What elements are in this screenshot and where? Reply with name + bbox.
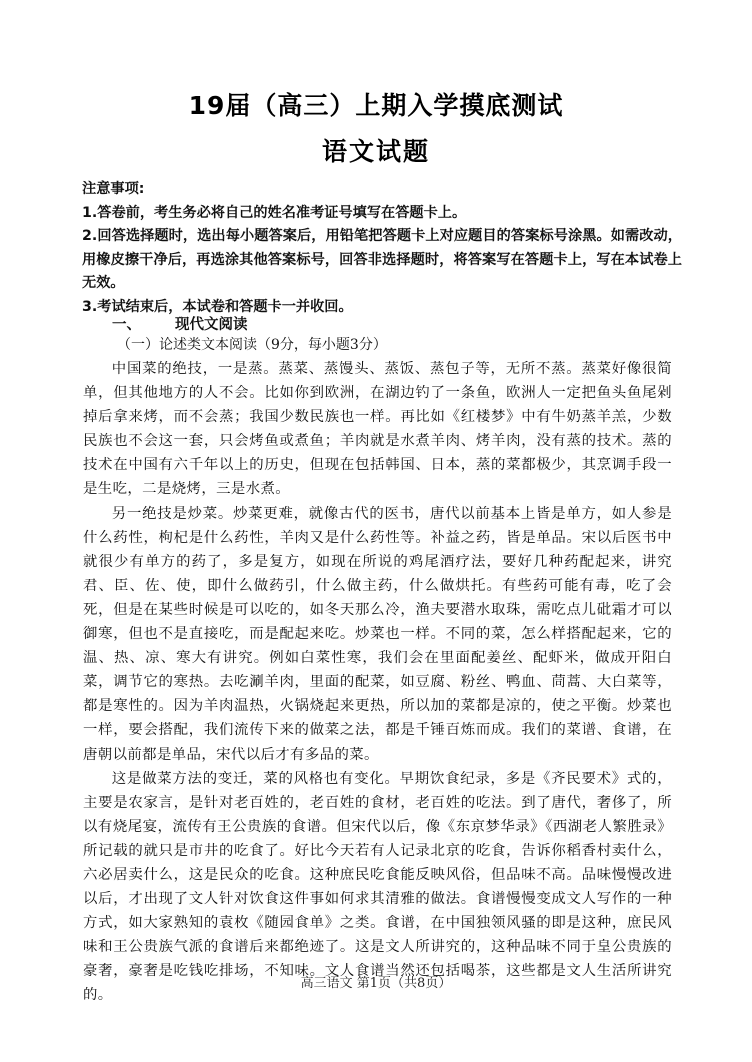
- passage-paragraph: 中国菜的绝技，一是蒸。蒸菜、蒸馒头、蒸饭、蒸包子等，无所不蒸。蒸菜好像很简单，但其他地方的人不会。比如你到欧洲，在湖边钓了一条鱼，欧洲人一定把鱼头鱼尾剁掉后拿来烤，而不会蒸；我国少数民族也一样。再比如《红楼梦》中有牛奶蒸羊羔，少数民族也不会这一套，只会烤鱼或煮鱼；羊肉就是水煮羊肉、烤羊肉，没有蒸的技术。蒸的技术在中国有六千年以上的历史，但现在包括韩国、日本，蒸的菜都极少，其烹调手段一是生吃，二是烧烤，三是水煮。: [83, 361, 672, 498]
- passage-paragraph: 这是做菜方法的变迁，菜的风格也有变化。早期饮食纪录，多是《齐民要术》式的，主要是农家言，是针对老百姓的，老百姓的食材，老百姓的吃法。到了唐代，奢侈了，所以有烧尾宴，流传有王公贵族的食谱。但宋代以后，像《东京梦华录》《西湖老人繁胜录》所记载的就只是市井的吃食了。好比今天若有人记录北京的吃食，告诉你稻香村卖什么，六必居卖什么，这是民众的吃食。这种庶民吃食能反映风俗，但品味不高。品味慢慢改进以后，才出现了文人针对饮食这件事如何求其清雅的做法。食谱慢慢变成文人写作的一种方式，如大家熟知的袁枚《随园食单》之类。食谱，在中国独领风骚的即是这种，庶民风味和王公贵族气派的食谱后来都绝迹了。这是文人所讲究的，这种品味不同于皇公贵族的豪奢，豪奢是吃钱吃排场，不知味。文人食谱当然还包括喝茶，这些都是文人生活所讲究的。: [83, 770, 672, 1004]
- page-footer: 高三语文 第1页（共8页）: [300, 976, 452, 991]
- subsection-heading: （一）论述类文本阅读（9分，每小题3分）: [117, 337, 387, 353]
- section-number: 一、: [112, 317, 141, 333]
- passage-paragraph: 另一绝技是炒菜。炒菜更难，就像古代的医书，唐代以前基本上皆是单方，如人参是什么药性，枸杞是什么药性，羊肉又是什么药性等。补益之药，皆是单品。宋以后医书中就很少有单方的药了，多是复方，如现在所说的鸡尾酒疗法，要好几种药配起来，讲究君、臣、佐、使，即什么做药引，什么做主药，什么做烘托。有些药可能有毒，吃了会死，但是在某些时候是可以吃的，如冬天那么冷，渔夫要潜水取珠，需吃点儿砒霜才可以御寒，但也不是直接吃，而是配起来吃。炒菜也一样。不同的菜，怎么样搭配起来，它的温、热、凉、寒大有讲究。例如白菜性寒，我们会在里面配姜丝、配虾米，做成开阳白菜，调节它的寒热。去吃涮羊肉，里面的配菜，如豆腐、粉丝、鸭血、茼蒿、大白菜等，都是寒性的。因为羊肉温热，火锅烧起来更热，所以加的菜都是凉的，使之平衡。炒菜也一样，要会搭配，我们流传下来的做菜之法，都是千锤百炼而成。我们的菜谱、食谱，在唐朝以前都是单品，宋代以后才有多品的菜。: [83, 505, 672, 763]
- exam-title: 19届（高三）上期入学摸底测试: [188, 91, 564, 120]
- instruction-item: 3.考试结束后，本试卷和答题卡一并收回。: [82, 298, 353, 315]
- instructions-heading: 注意事项:: [82, 181, 145, 197]
- section-title: 现代文阅读: [175, 317, 248, 333]
- instructions-block: [82, 178, 682, 319]
- reading-passage: [83, 357, 672, 1008]
- instruction-item: 2.回答选择题时，选出每小题答案后，用铅笔把答题卡上对应题目的答案标号涂黑。如需改动，用橡皮擦干净后，再选涂其他答案标号，回答非选择题时，将答案写在答题卡上，写在本试卷上无效。: [82, 228, 682, 291]
- subject-title: 语文试题: [321, 137, 430, 166]
- instruction-item: 1.答卷前，考生务必将自己的姓名准考证号填写在答题卡上。: [82, 204, 467, 221]
